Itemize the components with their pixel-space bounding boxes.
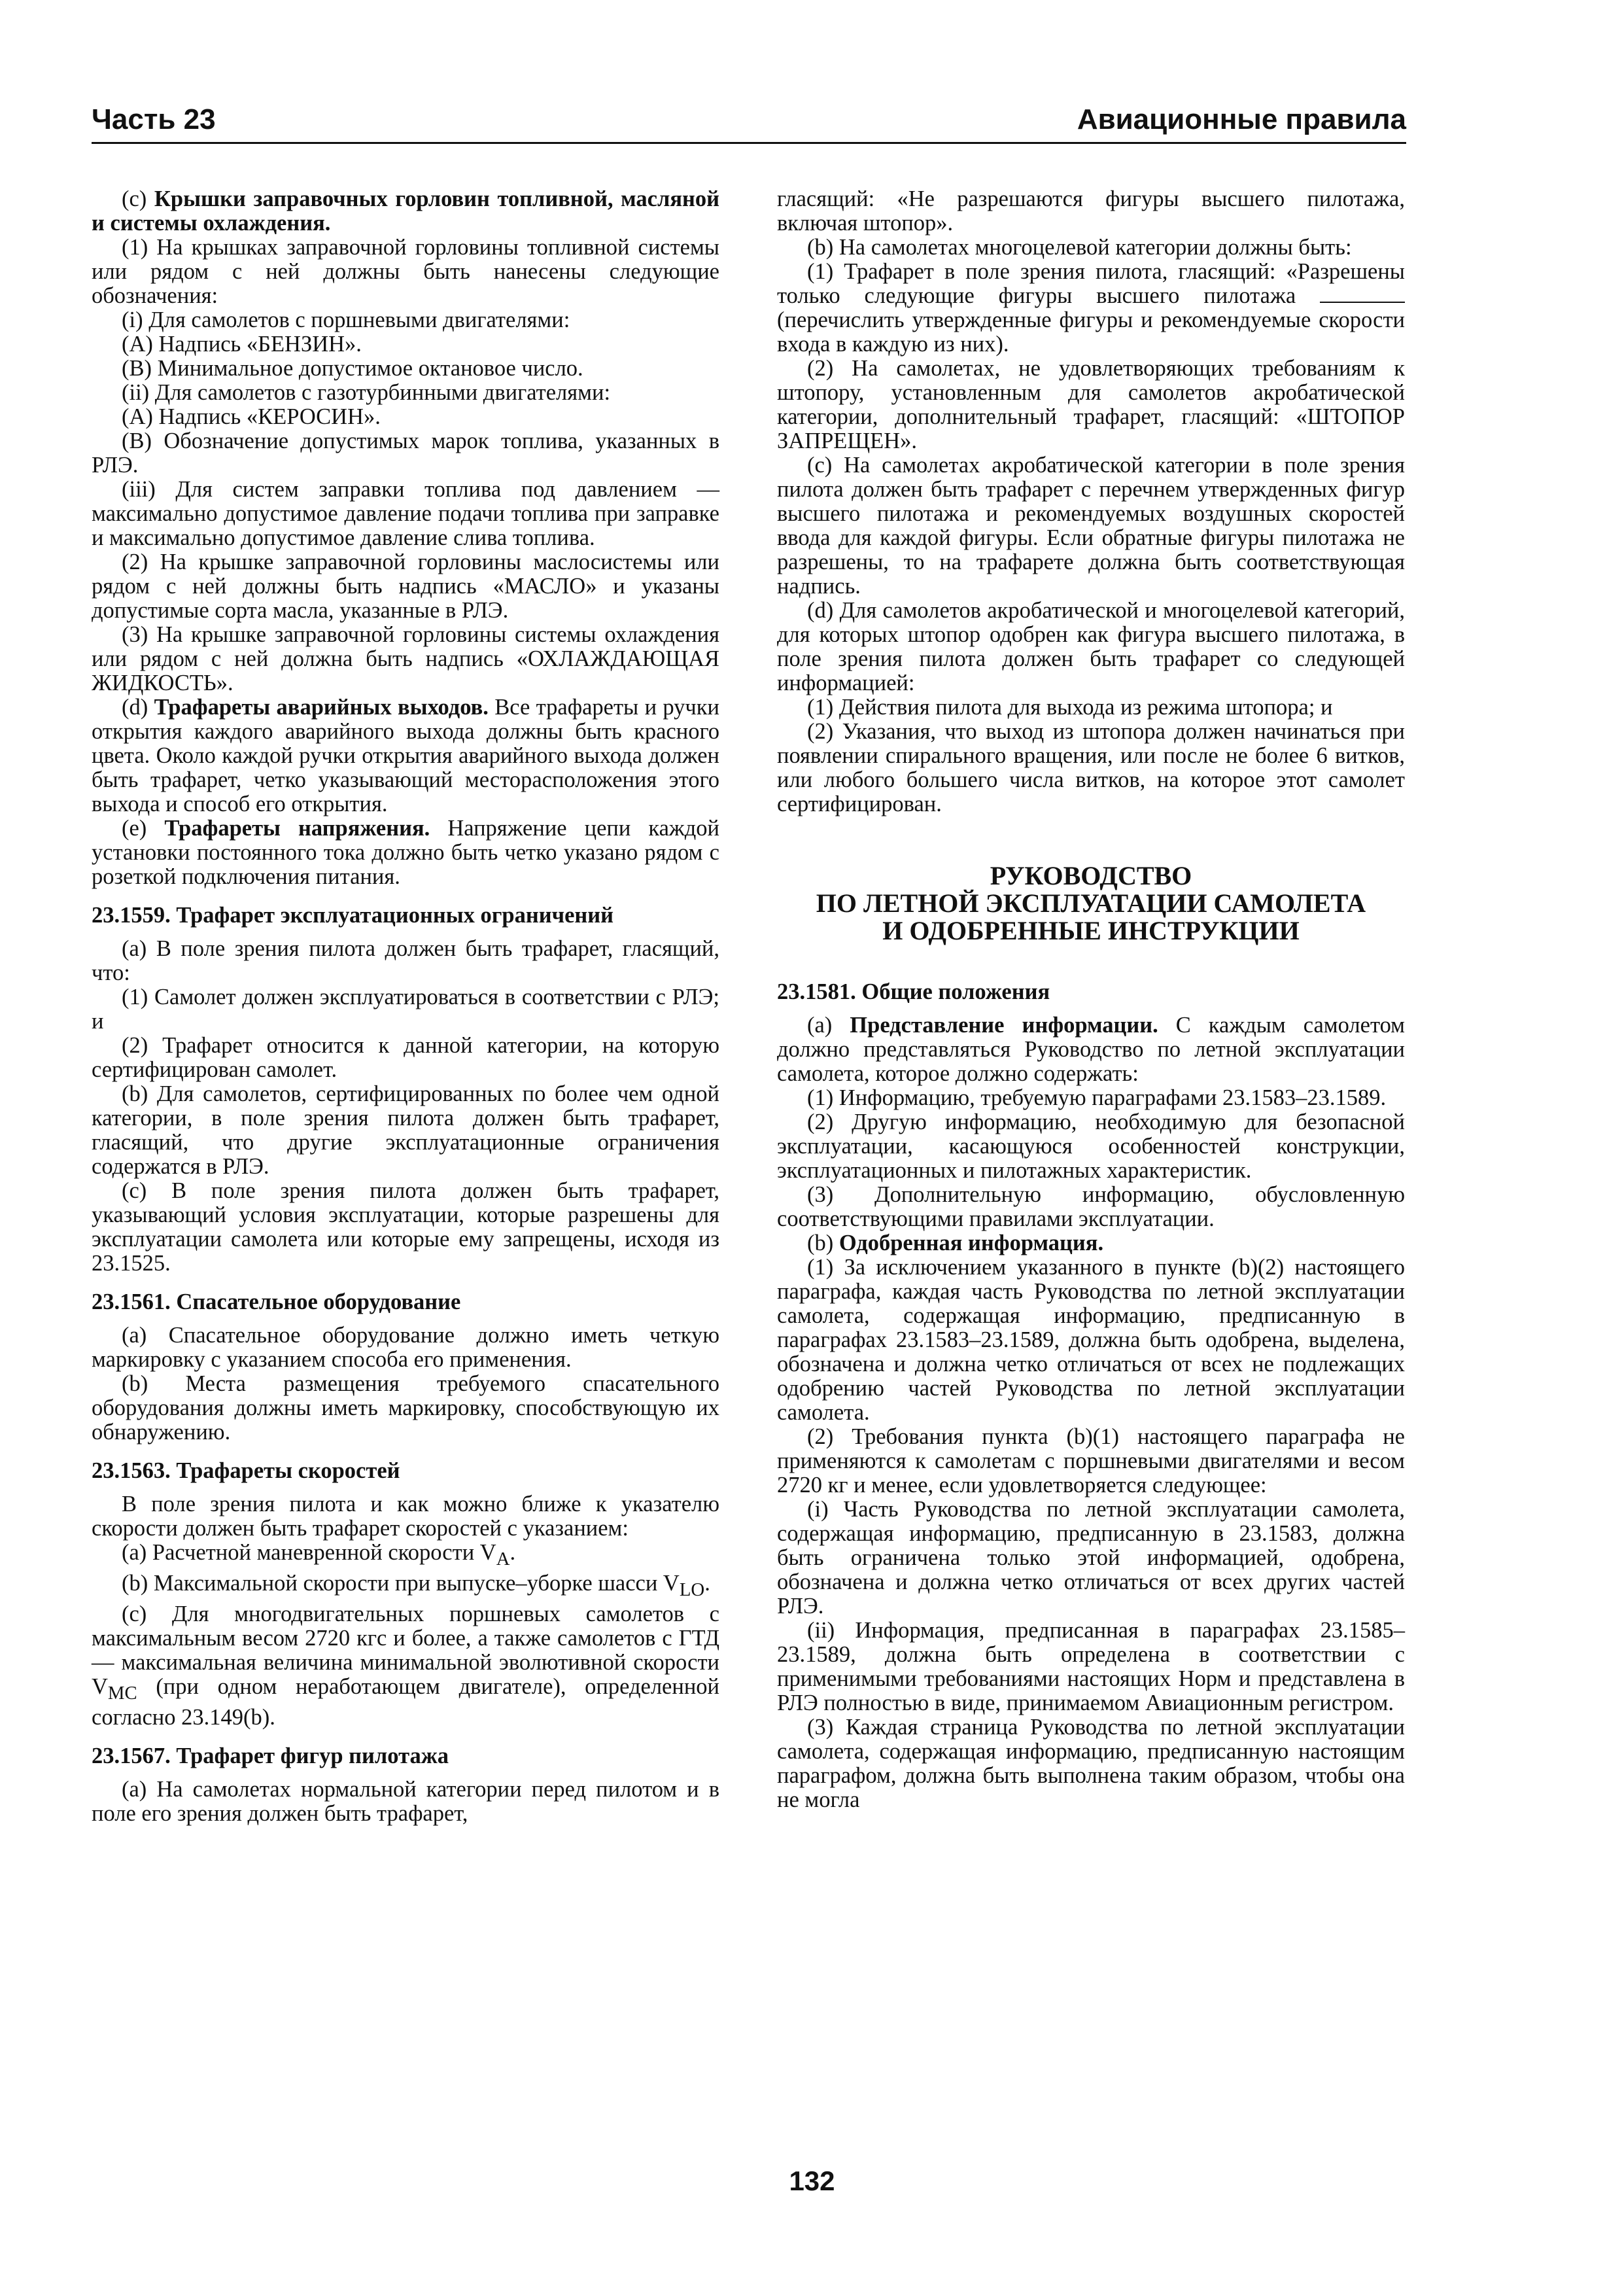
heading-b: Одобренная информация. — [838, 1231, 1104, 1255]
heading-e: Трафареты напряжения. — [164, 816, 430, 841]
paragraph: (2) На самолетах, не удовлетворяющих требованиям к штопору, установленным для самолетов акробатической категории, дополнительный трафарет, гласящий: «ШТОПОР ЗАПРЕЩЕН». — [777, 356, 1405, 453]
heading-a: Представление информации. — [850, 1013, 1158, 1038]
paragraph: (ii) Информация, предписанная в параграфах 23.1585–23.1589, должна быть определена в соответствии с применимыми требованиями настоящих Норм и представлена в РЛЭ полностью в виде, принимаемом Авиационным регистром. — [777, 1618, 1405, 1715]
paragraph: (A) Надпись «БЕНЗИН». — [122, 332, 362, 357]
paragraph: В поле зрения пилота и как можно ближе к указателю скорости должен быть трафарет скоростей с указанием: — [92, 1492, 719, 1541]
paragraph: (b) Места размещения требуемого спасательного оборудования должны иметь маркировку, способствующую их обнаружению. — [92, 1371, 719, 1445]
paragraph: (1) Действия пилота для выхода из режима штопора; и — [807, 695, 1333, 720]
paragraph: (iii) Для систем заправки топлива под давлением — максимально допустимое давление подачи топлива при заправке и максимально допустимое давление слива топлива. — [92, 477, 719, 550]
paragraph: (b) Максимальной скорости при выпуске–уборке шасси $V_{LO}$. — [122, 1570, 710, 1600]
paragraph: (1) За исключением указанного в пункте (b)(2) настоящего параграфа, каждая часть Руководства по летной эксплуатации самолета, содержащая информацию, предписанную в параграфах 23.1583–23.1589, должна быть одобрена, выделена, обозначена и должна четко отличаться от всех не подлежащих одобрению частей Руководства по летной эксплуатации самолета. — [777, 1255, 1405, 1425]
paragraph-e: (e) Трафареты напряжения. Напряжение цепи каждой установки постоянного тока должно быть четко указано рядом с розеткой подключения питания. — [92, 816, 719, 889]
paragraph: (a) Спасательное оборудование должно иметь четкую маркировку с указанием способа его применения. — [92, 1323, 719, 1372]
chapter-title-line-1: РУКОВОДСТВО — [990, 861, 1192, 890]
paragraph: (1) На крышках заправочной горловины топливной системы или рядом с ней должны быть нанесены следующие обозначения: — [92, 235, 719, 308]
chapter-title-line-2: ПО ЛЕТНОЙ ЭКСПЛУАТАЦИИ САМОЛЕТА — [816, 888, 1366, 918]
paragraph: (2) Другую информацию, необходимую для безопасной эксплуатации, касающуюся особенностей конструкции, эксплуатационных и пилотажных характеристик. — [777, 1110, 1405, 1183]
paragraph: (d) Для самолетов акробатической и многоцелевой категорий, для которых штопор одобрен как фигура высшего пилотажа, в поле зрения пилота должен быть трафарет со следующей информацией: — [777, 598, 1405, 695]
paragraph: (i) Для самолетов с поршневыми двигателями: — [122, 307, 570, 332]
page-number: 132 — [789, 2165, 835, 2196]
paragraph: (ii) Для самолетов с газотурбинными двигателями: — [122, 380, 611, 405]
chapter-title-line-3: И ОДОБРЕННЫЕ ИНСТРУКЦИИ — [882, 916, 1300, 945]
paragraph: (2) На крышке заправочной горловины маслосистемы или рядом с ней должны быть надпись «МАСЛО» и указаны допустимые сорта масла, указанные в РЛЭ. — [92, 550, 719, 623]
paragraph: (c) В поле зрения пилота должен быть трафарет, указывающий условия эксплуатации, которые разрешены для эксплуатации самолета или которые ему запрещены, исходя из 23.1525. — [92, 1178, 719, 1276]
header-title: Авиационные правила — [1077, 103, 1406, 135]
heading-c: Крышки заправочных горловин топливной, масляной и системы охлаждения. — [92, 186, 719, 236]
section-heading-1561: 23.1561. Спасательное оборудование — [92, 1289, 461, 1314]
paragraph: (b) Для самолетов, сертифицированных по более чем одной категории, в поле зрения пилота должен быть трафарет, гласящий, что другие эксплуатационные ограничения содержатся в РЛЭ. — [92, 1081, 719, 1179]
paragraph: (a) В поле зрения пилота должен быть трафарет, гласящий, что: — [92, 936, 719, 985]
paragraph: гласящий: «Не разрешаются фигуры высшего пилотажа, включая штопор». — [777, 186, 1405, 236]
heading-d: Трафареты аварийных выходов. — [154, 695, 489, 720]
paragraph: (3) Каждая страница Руководства по летной эксплуатации самолета, содержащая информацию, предписанную настоящим параграфом, должна быть выполнена таким образом, чтобы она не могла — [777, 1715, 1405, 1812]
paragraph: (2) Указания, что выход из штопора должен начинаться при появлении спирального вращения, или после не более 6 витков, или любого большего числа витков, на которое этот самолет сертифицирован. — [777, 719, 1405, 816]
section-heading-1559: 23.1559. Трафарет эксплуатационных ограничений — [92, 903, 614, 928]
paragraph: (b) На самолетах многоцелевой категории должны быть: — [807, 235, 1352, 260]
running-header — [92, 98, 1406, 144]
section-heading-1567: 23.1567. Трафарет фигур пилотажа — [92, 1743, 449, 1768]
left-column — [92, 187, 719, 1826]
paragraph: (B) Минимальное допустимое октановое число. — [122, 356, 583, 381]
paragraph: (3) Дополнительную информацию, обусловленную соответствующими правилами эксплуатации. — [777, 1182, 1405, 1231]
section-heading-1563: 23.1563. Трафареты скоростей — [92, 1458, 400, 1483]
paragraph: (B) Обозначение допустимых марок топлива, указанных в РЛЭ. — [92, 429, 719, 478]
paragraph: (3) На крышке заправочной горловины системы охлаждения или рядом с ней должна быть надпись «ОХЛАЖДАЮЩАЯ ЖИДКОСТЬ». — [92, 622, 719, 695]
paragraph-d: (d) Трафареты аварийных выходов. Все трафареты и ручки открытия каждого аварийного выхода должны быть красного цвета. Около каждой ручки открытия аварийного выхода должен быть трафарет, четко указывающий месторасположения этого выхода и способ его открытия. — [92, 695, 719, 816]
section-heading-1581: 23.1581. Общие положения — [777, 979, 1050, 1004]
right-column — [777, 187, 1405, 1812]
paragraph: (1) Информацию, требуемую параграфами 23.1583–23.1589. — [807, 1085, 1387, 1110]
paragraph: (a) На самолетах нормальной категории перед пилотом и в поле его зрения должен быть трафарет, — [92, 1776, 719, 1826]
paragraph: (c) На самолетах акробатической категории в поле зрения пилота должен быть трафарет с перечнем утвержденных фигур высшего пилотажа и рекомендуемых воздушных скоростей ввода для каждой фигуры. Если обратные фигуры пилотажа не разрешены, то на трафарете должна быть соответствующая надпись. — [777, 453, 1405, 599]
blank-line — [1320, 285, 1405, 303]
paragraph-b: (b) Одобренная информация. — [807, 1231, 1104, 1255]
paragraph: (2) Трафарет относится к данной категории, на которую сертифицирован самолет. — [92, 1033, 719, 1082]
paragraph: (i) Часть Руководства по летной эксплуатации самолета, содержащая информацию, предписанную в 23.1583, должна быть ограничена только этой информацией, одобрена, обозначена и должна четко отличаться от всех других частей РЛЭ. — [777, 1497, 1405, 1619]
paragraph: (a) Расчетной маневренной скорости $V_A$. — [122, 1540, 516, 1569]
header-part: Часть 23 — [92, 103, 216, 135]
paragraph-a: (a) Представление информации. С каждым самолетом должно представляться Руководство по летной эксплуатации самолета, которое должно содержать: — [777, 1013, 1406, 1086]
paragraph: (c) Для многодвигательных поршневых самолетов с максимальным весом 2720 кгс и более, а также самолетов с ГТД — максимальная величина минимальной эволютивной скорости $V_{MC}$ (при одном неработающем двигателе), определенной согласно 23.149(b). — [92, 1601, 719, 1730]
paragraph: (1) Самолет должен эксплуатироваться в соответствии с РЛЭ; и — [92, 985, 719, 1034]
paragraph-c: (c) Крышки заправочных горловин топливной, масляной и системы охлаждения. — [92, 186, 719, 236]
paragraph: (1) Трафарет в поле зрения пилота, гласящий: «Разрешены только следующие фигуры высшего пилотажа (перечислить утвержденные фигуры и рекомендуемые скорости входа в каждую из них). — [777, 259, 1405, 357]
paragraph: (A) Надпись «КЕРОСИН». — [122, 404, 381, 429]
paragraph: (2) Требования пункта (b)(1) настоящего параграфа не применяются к самолетам с поршневыми двигателями и весом 2720 кг и менее, если удовлетворяется следующее: — [777, 1424, 1405, 1498]
